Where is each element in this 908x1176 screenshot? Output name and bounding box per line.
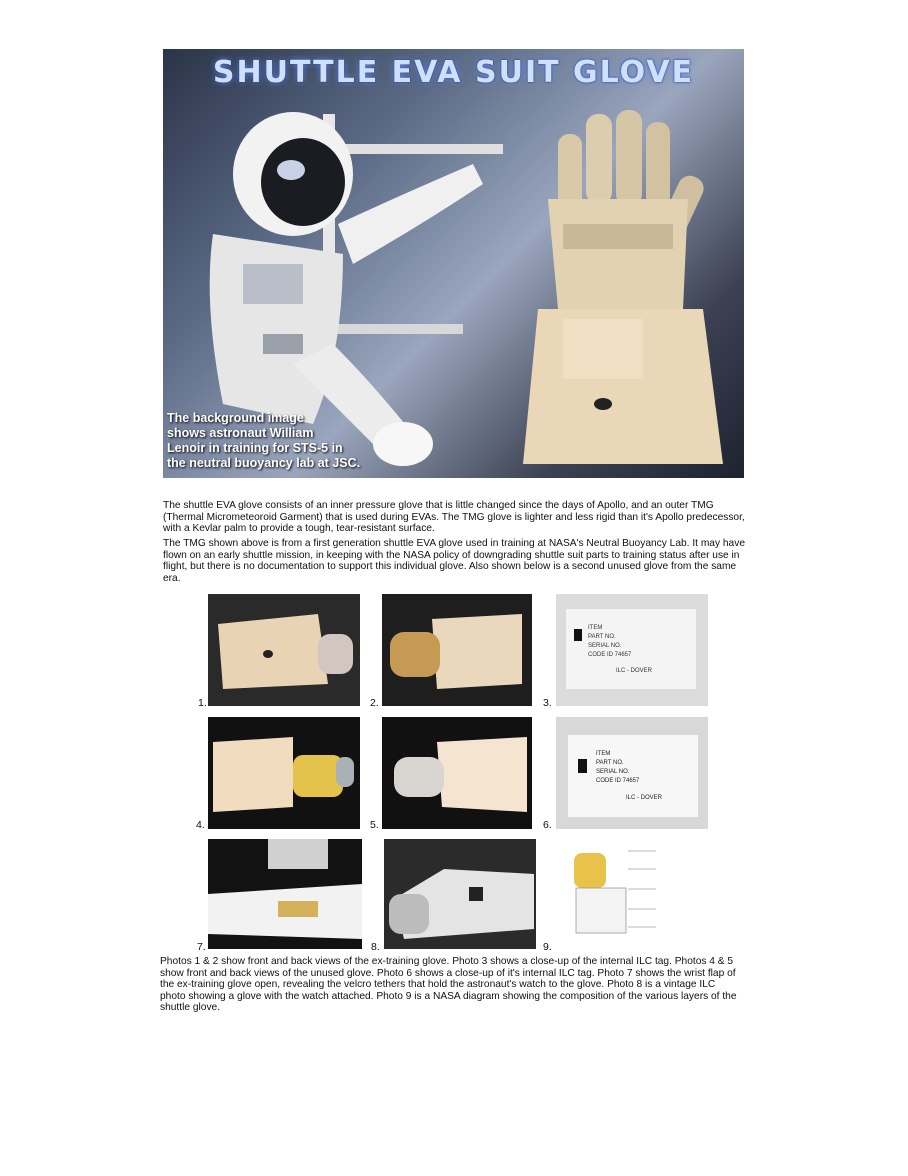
photo-4: [208, 717, 360, 829]
photo-1: [208, 594, 360, 706]
hero-caption-line: shows astronaut William: [167, 426, 314, 440]
hero-caption: [167, 411, 377, 471]
photo-number: 1.: [198, 697, 207, 709]
tag-code: CODE ID 74657: [596, 778, 640, 784]
photo-number: 9.: [543, 941, 552, 953]
photo-8: [384, 839, 536, 949]
tag-serial: SERIAL NO.: [588, 643, 622, 649]
photo-2: [382, 594, 532, 706]
photo-number: 8.: [371, 941, 380, 953]
tmg-paragraph: The TMG shown above is from a first generation shuttle EVA glove used in training at NASA's Neutral Buoyancy Lab. It may have flown on an early shuttle mission, in keeping with the NASA policy of downgrading shuttle suit parts to training status after use in flight, but there is no documentation to support this individual glove. Also shown below is a second unused glove from the same era.: [163, 538, 745, 584]
photo-number: 7.: [197, 941, 206, 953]
tag-item: ITEM: [596, 751, 611, 757]
photo-number: 6.: [543, 819, 552, 831]
photo-3: [556, 594, 708, 706]
glove-photo: [518, 104, 733, 469]
tag-ilc: ILC - DOVER: [626, 795, 663, 801]
hero-caption-line: The background image: [167, 411, 304, 425]
tag-item: ITEM: [588, 625, 603, 631]
photo-5: [382, 717, 532, 829]
photo-6: [556, 717, 708, 829]
tag-part: PART NO.: [596, 760, 624, 766]
photo-number: 4.: [196, 819, 205, 831]
tag-serial: SERIAL NO.: [596, 769, 630, 775]
photos-caption: Photos 1 & 2 show front and back views of the ex-training glove. Photo 3 shows a close-up of the internal ILC tag. Photos 4 & 5 show front and back views of the unused glove. Photo 6 shows a close-up of it's internal ILC tag. Photo 7 shows the wrist flap of the ex-training glove open, revealing the velcro tethers that hold the astronaut's watch to the glove. Photo 8 is a vintage ILC photo showing a glove with the watch attached. Photo 9 is a NASA diagram showing the composition of the various layers of the shuttle glove.: [160, 956, 737, 1014]
photo-9: [556, 839, 708, 949]
intro-paragraph: The shuttle EVA glove consists of an inner pressure glove that is little changed since the days of Apollo, and an outer TMG (Thermal Micrometeoroid Garment) that is used during EVAs. The TMG glove is lighter and less rigid than it's Apollo predecessor, with a Kevlar palm to provide a tough, tear-resistant surface.: [163, 500, 745, 535]
photo-number: 2.: [370, 697, 379, 709]
hero-title: SHUTTLE EVA SUIT GLOVE: [212, 55, 695, 90]
photo-number: 5.: [370, 819, 379, 831]
photo-7: [208, 839, 362, 949]
tag-part: PART NO.: [588, 634, 616, 640]
hero-caption-line: Lenoir in training for STS-5 in: [167, 441, 343, 455]
hero-caption-line: the neutral buoyancy lab at JSC.: [167, 456, 361, 470]
photo-number: 3.: [543, 697, 552, 709]
tag-ilc: ILC - DOVER: [616, 668, 653, 674]
tag-code: CODE ID 74657: [588, 652, 632, 658]
hero-image: [163, 49, 744, 478]
